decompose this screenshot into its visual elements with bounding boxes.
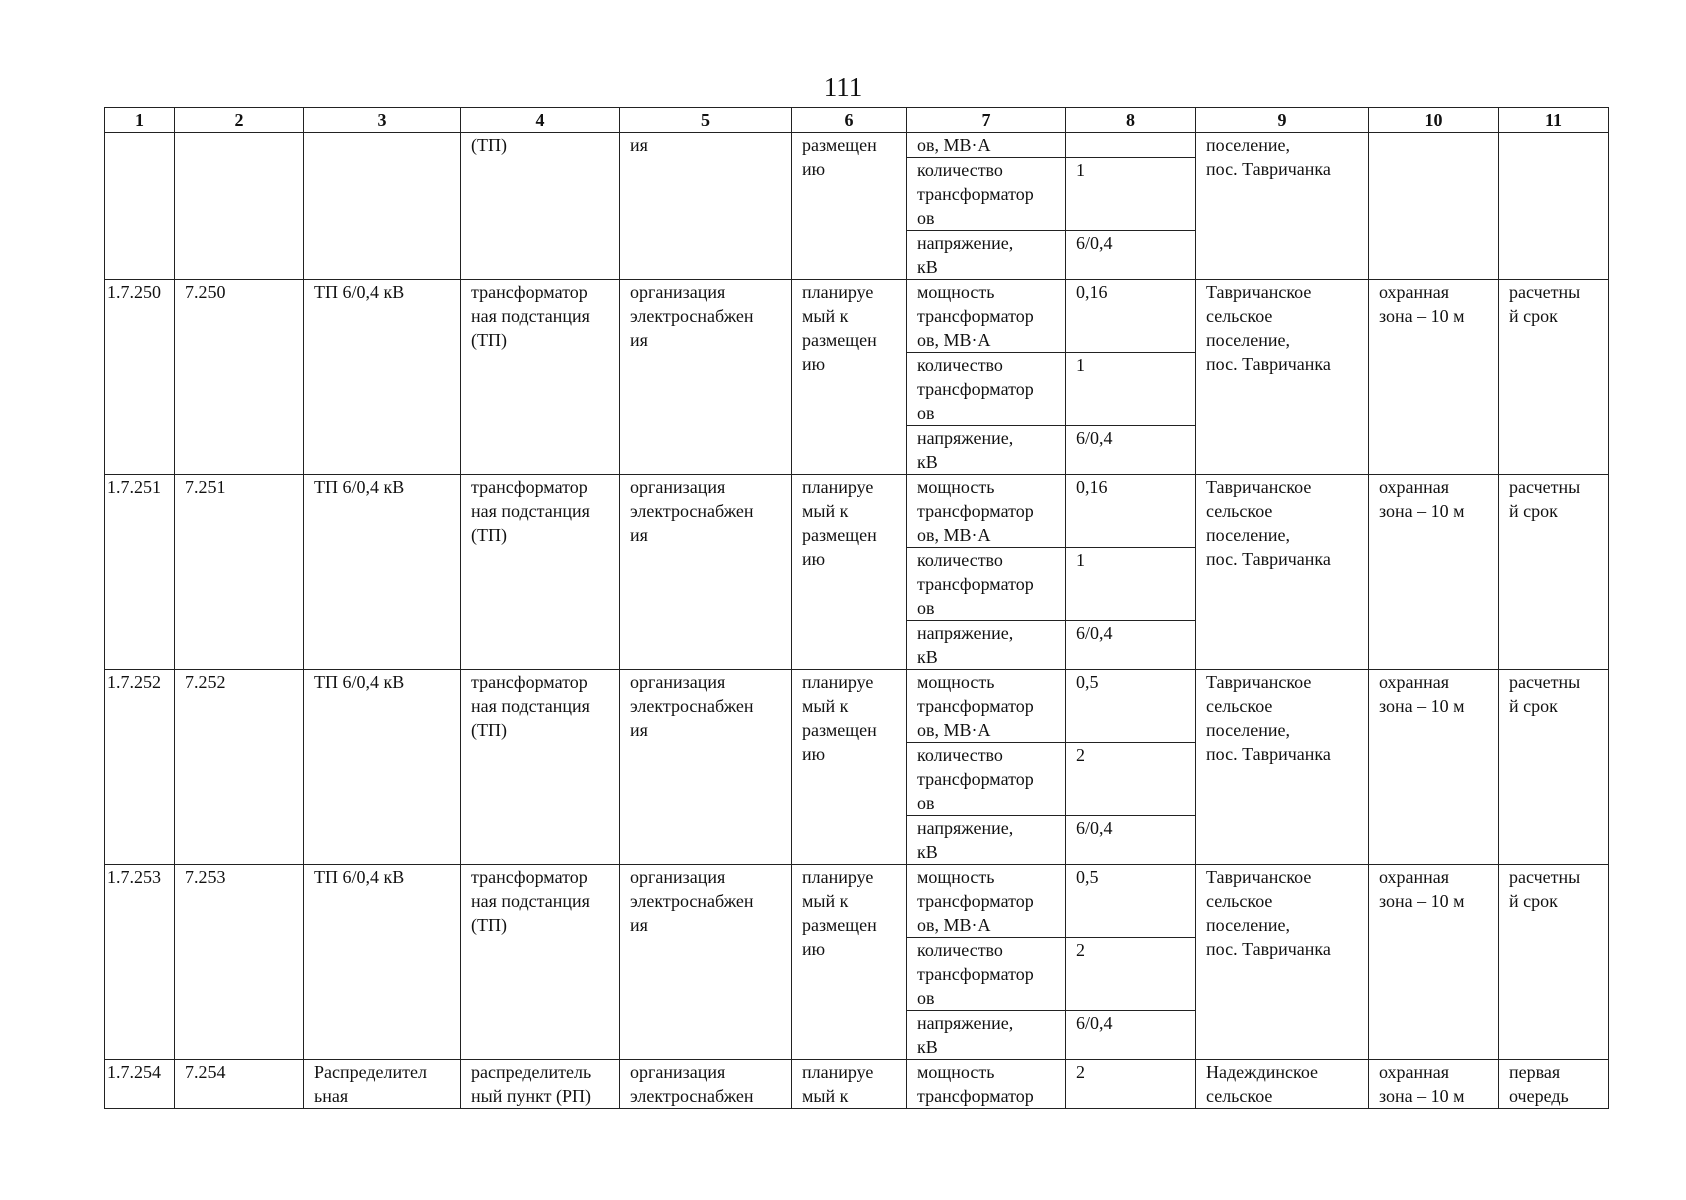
- cell-name: ТП 6/0,4 кВ: [304, 865, 461, 1060]
- table-row: [105, 1060, 1609, 1109]
- cell-purpose: организация электроснабжен ия: [620, 475, 792, 670]
- cell-num: 7.253: [175, 865, 304, 1060]
- param-value: 6/0,4: [1066, 621, 1196, 670]
- param-value: 1: [1066, 353, 1196, 426]
- param-value: 6/0,4: [1066, 231, 1196, 280]
- cell-location: Тавричанское сельское поселение, пос. Тавричанка: [1196, 865, 1369, 1060]
- cell-purpose: организация электроснабжен ия: [620, 670, 792, 865]
- col-header: 9: [1196, 108, 1369, 133]
- param-value: 2: [1066, 743, 1196, 816]
- param-name: мощность трансформатор ов, МВ·А: [907, 670, 1066, 743]
- col-header: 10: [1369, 108, 1499, 133]
- param-value: 6/0,4: [1066, 1011, 1196, 1060]
- col-header: 8: [1066, 108, 1196, 133]
- cell-num: 7.252: [175, 670, 304, 865]
- param-value: 0,16: [1066, 280, 1196, 353]
- cell-num: 7.254: [175, 1060, 304, 1109]
- param-name: ов, МВ·А: [907, 133, 1066, 158]
- cell-type: трансформатор ная подстанция (ТП): [461, 475, 620, 670]
- param-name: мощность трансформатор ов, МВ·А: [907, 865, 1066, 938]
- cell-id: 1.7.253: [105, 865, 175, 1060]
- cell-type: распределитель ный пункт (РП): [461, 1060, 620, 1109]
- cell-status: планируе мый к размещен ию: [792, 670, 907, 865]
- cell-num: [175, 133, 304, 280]
- cell-zone: охранная зона – 10 м: [1369, 475, 1499, 670]
- param-name: мощность трансформатор: [907, 1060, 1066, 1109]
- cell-term: расчетны й срок: [1499, 475, 1609, 670]
- param-value: 0,16: [1066, 475, 1196, 548]
- param-name: количество трансформатор ов: [907, 938, 1066, 1011]
- param-name: напряжение, кВ: [907, 231, 1066, 280]
- cell-purpose: ия: [620, 133, 792, 280]
- table-row: [105, 280, 1609, 353]
- param-value: [1066, 133, 1196, 158]
- cell-num: 7.250: [175, 280, 304, 475]
- col-header: 1: [105, 108, 175, 133]
- param-value: 1: [1066, 158, 1196, 231]
- col-header: 6: [792, 108, 907, 133]
- cell-type: трансформатор ная подстанция (ТП): [461, 865, 620, 1060]
- param-name: напряжение, кВ: [907, 1011, 1066, 1060]
- cell-location: Тавричанское сельское поселение, пос. Тавричанка: [1196, 475, 1369, 670]
- cell-zone: охранная зона – 10 м: [1369, 865, 1499, 1060]
- col-header: 5: [620, 108, 792, 133]
- cell-purpose: организация электроснабжен ия: [620, 280, 792, 475]
- cell-num: 7.251: [175, 475, 304, 670]
- cell-term: [1499, 133, 1609, 280]
- param-name: количество трансформатор ов: [907, 353, 1066, 426]
- param-name: напряжение, кВ: [907, 816, 1066, 865]
- param-value: 0,5: [1066, 865, 1196, 938]
- cell-location: Тавричанское сельское поселение, пос. Тавричанка: [1196, 670, 1369, 865]
- col-header: 7: [907, 108, 1066, 133]
- col-header: 2: [175, 108, 304, 133]
- cell-name: ТП 6/0,4 кВ: [304, 475, 461, 670]
- cell-purpose: организация электроснабжен: [620, 1060, 792, 1109]
- cell-id: 1.7.254: [105, 1060, 175, 1109]
- cell-term: расчетны й срок: [1499, 865, 1609, 1060]
- cell-name: Распределител ьная: [304, 1060, 461, 1109]
- cell-id: 1.7.251: [105, 475, 175, 670]
- cell-id: 1.7.252: [105, 670, 175, 865]
- cell-term: первая очередь: [1499, 1060, 1609, 1109]
- cell-zone: охранная зона – 10 м: [1369, 1060, 1499, 1109]
- cell-name: ТП 6/0,4 кВ: [304, 670, 461, 865]
- param-name: количество трансформатор ов: [907, 158, 1066, 231]
- cell-zone: охранная зона – 10 м: [1369, 280, 1499, 475]
- table-row: [105, 670, 1609, 743]
- param-value: 2: [1066, 1060, 1196, 1109]
- cell-location: поселение, пос. Тавричанка: [1196, 133, 1369, 280]
- page-number: 111: [823, 72, 863, 102]
- cell-name: ТП 6/0,4 кВ: [304, 280, 461, 475]
- cell-id: 1.7.250: [105, 280, 175, 475]
- cell-status: размещен ию: [792, 133, 907, 280]
- table-row: [105, 475, 1609, 548]
- cell-zone: [1369, 133, 1499, 280]
- cell-location: Надеждинское сельское: [1196, 1060, 1369, 1109]
- param-value: 6/0,4: [1066, 816, 1196, 865]
- param-value: 2: [1066, 938, 1196, 1011]
- cell-term: расчетны й срок: [1499, 670, 1609, 865]
- header-row: [105, 108, 1609, 133]
- param-value: 0,5: [1066, 670, 1196, 743]
- cell-type: (ТП): [461, 133, 620, 280]
- param-name: количество трансформатор ов: [907, 548, 1066, 621]
- col-header: 4: [461, 108, 620, 133]
- param-name: мощность трансформатор ов, МВ·А: [907, 475, 1066, 548]
- col-header: 11: [1499, 108, 1609, 133]
- param-name: мощность трансформатор ов, МВ·А: [907, 280, 1066, 353]
- table-row: [105, 865, 1609, 938]
- cell-type: трансформатор ная подстанция (ТП): [461, 280, 620, 475]
- cell-type: трансформатор ная подстанция (ТП): [461, 670, 620, 865]
- cell-term: расчетны й срок: [1499, 280, 1609, 475]
- cell-status: планируе мый к: [792, 1060, 907, 1109]
- param-value: 1: [1066, 548, 1196, 621]
- object-table: [104, 107, 1609, 1109]
- cell-status: планируе мый к размещен ию: [792, 280, 907, 475]
- cell-status: планируе мый к размещен ию: [792, 865, 907, 1060]
- cell-name: [304, 133, 461, 280]
- param-value: 6/0,4: [1066, 426, 1196, 475]
- continuation-row: [105, 133, 1609, 158]
- param-name: количество трансформатор ов: [907, 743, 1066, 816]
- cell-purpose: организация электроснабжен ия: [620, 865, 792, 1060]
- cell-zone: охранная зона – 10 м: [1369, 670, 1499, 865]
- param-name: напряжение, кВ: [907, 621, 1066, 670]
- cell-location: Тавричанское сельское поселение, пос. Тавричанка: [1196, 280, 1369, 475]
- cell-status: планируе мый к размещен ию: [792, 475, 907, 670]
- cell-id: [105, 133, 175, 280]
- col-header: 3: [304, 108, 461, 133]
- param-name: напряжение, кВ: [907, 426, 1066, 475]
